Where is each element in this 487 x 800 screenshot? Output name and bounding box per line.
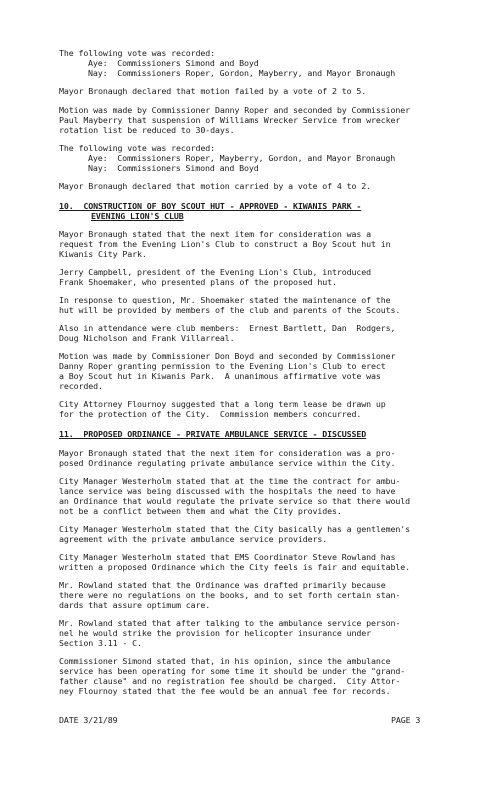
text-line: posed Ordinance regulating private ambulance service within the City.	[59, 458, 396, 468]
text-line: Mr. Rowland stated that after talking to the ambulance service person-	[59, 618, 401, 628]
footer-date: DATE 3/21/89	[59, 715, 118, 725]
text-line: Doug Nicholson and Frank Villarreal.	[59, 333, 235, 343]
text-line: Mayor Bronaugh declared that motion carried by a vote of 4 to 2.	[59, 181, 372, 191]
text-line: for the protection of the City. Commission members concurred.	[59, 409, 362, 419]
section-heading: 11. PROPOSED ORDINANCE - PRIVATE AMBULANCE SERVICE - DISCUSSED	[59, 429, 367, 439]
text-line: Also in attendance were club members: Ernest Bartlett, Dan Rodgers,	[59, 323, 396, 333]
text-line: Frank Shoemaker, who presented plans of the proposed hut.	[59, 277, 337, 287]
text-line: Jerry Campbell, president of the Evening Lion's Club, introduced	[59, 267, 372, 277]
text-line: City Manager Westerholm stated that the City basically has a gentlemen's	[59, 524, 411, 534]
text-line: Motion was made by Commissioner Don Boyd and seconded by Commissioner	[59, 351, 396, 361]
text-line: The following vote was recorded:	[59, 48, 216, 58]
text-line: Mayor Bronaugh stated that the next item for consideration was a pro-	[59, 448, 396, 458]
text-line: Mr. Rowland stated that the Ordinance was drafted primarily because	[59, 580, 386, 590]
text-line: a Boy Scout hut in Kiwanis Park. A unanimous affirmative vote was	[59, 371, 381, 381]
text-line: dards that assure optimum care.	[59, 600, 211, 610]
text-line: an Ordinance that would regulate the private service so that there would	[59, 496, 411, 506]
text-line: Danny Roper granting permission to the Evening Lion's Club to erect	[59, 361, 386, 371]
text-line: there were no regulations on the books, and to set forth certain stan-	[59, 590, 401, 600]
text-line: rotation list be reduced to 30-days.	[59, 125, 235, 135]
text-line: City Attorney Flournoy suggested that a long term lease be drawn up	[59, 399, 386, 409]
text-line: Aye: Commissioners Roper, Mayberry, Gordon, and Mayor Bronaugh	[88, 153, 396, 163]
text-line: Aye: Commissioners Simond and Boyd	[88, 58, 259, 68]
text-line: ney Flournoy stated that the fee would be an annual fee for records.	[59, 686, 391, 696]
text-line: Motion was made by Commissioner Danny Roper and seconded by Commissioner	[59, 105, 411, 115]
text-line: City Manager Westerholm stated that EMS Coordinator Steve Rowland has	[59, 552, 396, 562]
text-line: recorded.	[59, 381, 103, 391]
section-heading: 10. CONSTRUCTION OF BOY SCOUT HUT - APPROVED - KIWANIS PARK -	[59, 201, 362, 211]
text-line: Nay: Commissioners Simond and Boyd	[88, 163, 259, 173]
text-line: father clause" and no registration fee should be charged. City Attor-	[59, 676, 401, 686]
text-line: lance service was being discussed with the hospitals the need to have	[59, 486, 396, 496]
text-line: service has been operating for some time it should be under the "grand-	[59, 666, 406, 676]
section-heading-continued: EVENING LION'S CLUB	[91, 211, 184, 221]
text-line: The following vote was recorded:	[59, 143, 216, 153]
text-line: Mayor Bronaugh declared that motion failed by a vote of 2 to 5.	[59, 86, 367, 96]
text-line: In response to question, Mr. Shoemaker stated the maintenance of the	[59, 295, 391, 305]
text-line: Paul Mayberry that suspension of Williams Wrecker Service from wrecker	[59, 115, 401, 125]
text-line: Kiwanis City Park.	[59, 249, 147, 259]
text-line: Commissioner Simond stated that, in his opinion, since the ambulance	[59, 656, 391, 666]
text-line: City Manager Westerholm stated that at the time the contract for ambu-	[59, 476, 401, 486]
text-line: hut will be provided by members of the club and parents of the Scouts.	[59, 305, 401, 315]
text-line: Mayor Bronaugh stated that the next item for consideration was a	[59, 229, 372, 239]
footer-page-number: PAGE 3	[391, 715, 421, 725]
text-line: request from the Evening Lion's Club to construct a Boy Scout hut in	[59, 239, 391, 249]
text-line: Section 3.11 - C.	[59, 638, 142, 648]
text-line: agreement with the private ambulance service providers.	[59, 534, 328, 544]
text-line: nel he would strike the provision for helicopter insurance under	[59, 628, 372, 638]
text-line: written a proposed Ordinance which the City feels is fair and equitable.	[59, 562, 411, 572]
text-line: not be a conflict between them and what the City provides.	[59, 506, 342, 516]
text-line: Nay: Commissioners Roper, Gordon, Mayberry, and Mayor Bronaugh	[88, 68, 396, 78]
